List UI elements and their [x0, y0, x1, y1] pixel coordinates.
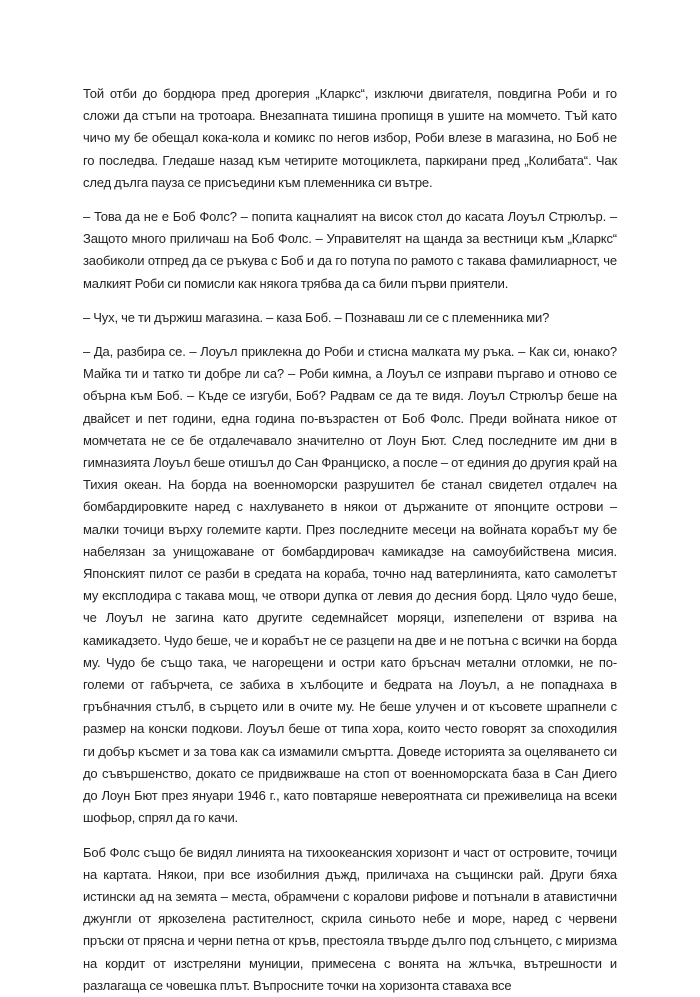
- paragraph-5: Боб Фолс също бе видял линията на тихоокеанския хоризонт и част от островите, точици на картата. Някои, при все изобилния дъжд, приличаха на същински рай. Други бяха истински ад на земята – места, обрамчени с коралови рифове и потънали в атавистични джунгли от яркозелена растителност, скрила синьото небе и море, наред с червени пръски от прясна и черни петна от кръв, престояла твърде дълго под слънцето, с миризма на кордит от изстреляни муниции, примесена с вонята на жлъчка, вътрешности и разлагаща се човешка плът. Въпросните точки на хоризонта ставаха все: [83, 844, 617, 993]
- paragraph-1: Той отби до бордюра пред дрогерия „Кларкс“, изключи двигателя, повдигна Роби и го сложи да стъпи на тротоара. Внезапната тишина пропищя в ушите на момчето. Тъй като чичо му бе обещал кока-кола и комикс по негов избор, Роби влезе в магазина, но Боб не го последва. Гледаше назад към четирите мотоциклета, паркирани пред „Колибата“. Чак след дълга пауза се присъедини към племенника си вътре.: [83, 86, 617, 190]
- paragraph-3: – Чух, че ти държиш магазина. – каза Боб. – Познаваш ли се с племенника ми?: [83, 309, 550, 325]
- paragraph-2: – Това да не е Боб Фолс? – попита кацналият на висок стол до касата Лоуъл Стрюлър. – Защото много приличаш на Боб Фолс. – Управителят на щанда за вестници към „Кларкс“ заобиколи отпред да се ръкува с Боб и да го потупа по рамото с такава фамилиарност, че малкият Роби си помисли как някога трябва да са били първи приятели.: [83, 209, 617, 291]
- paragraph-4: – Да, разбира се. – Лоуъл приклекна до Роби и стисна малката му ръка. – Как си, юнако? Майка ти и татко ти добре ли са? – Роби кимна, а Лоуъл се изправи пъргаво и отново се обърна към Боб. – Къде се изгуби, Боб? Радвам се да те видя. Лоуъл Стрюлър беше на двайсет и пет години, една година по-възрастен от Боб Фолс. Преди войната никое от момчетата не се бе отдалечавало значително от Лоун Бют. След последните им дни в гимназията Лоуъл беше отишъл до Сан Франциско, а после – от единия до другия край на Тихия океан. На борда на военноморски разрушител бе станал свидетел отдалеч на бомбардировките наред с нахлуването в някои от държаните от японците острови – малки точици върху големите карти. През последните месеци на войната корабът му бе набелязан за унищожаване от бомбардировач камикадзе на самоубийствена мисия. Японският пилот се разби в средата на кораба, точно над ватерлинията, като самолетът му експлодира с такава мощ, че отвори дупка от левия до десния борд. Цяло чудо беше, че Лоуъл не загина като другите седемнайсет моряци, изпепелени от взрива на камикадзето. Чудо беше, че и корабът не се разцепи на две и не потъна с всички на борда му. Чудо бе също така, че нагорещени и остри като бръснач метални отломки, не по-големи от габърчета, се забиха в хълбоците и бедрата на Лоуъл, а не попаднаха в гръбначния стълб, в сърцето или в очите му. Не беше улучен и от късовете шрапнели с размер на конски подкови. Лоуъл беше от типа хора, които често говорят за споходилия ги добър късмет и за това как са измамили смъртта. Доведе историята за оцеляването си до съвършенство, докато се придвижваше на стоп от военноморската база в Сан Диего до Лоун Бют през януари 1946 г., като повтаряше невероятната си преживелица на всеки шофьор, спрял да го качи.: [83, 344, 617, 826]
